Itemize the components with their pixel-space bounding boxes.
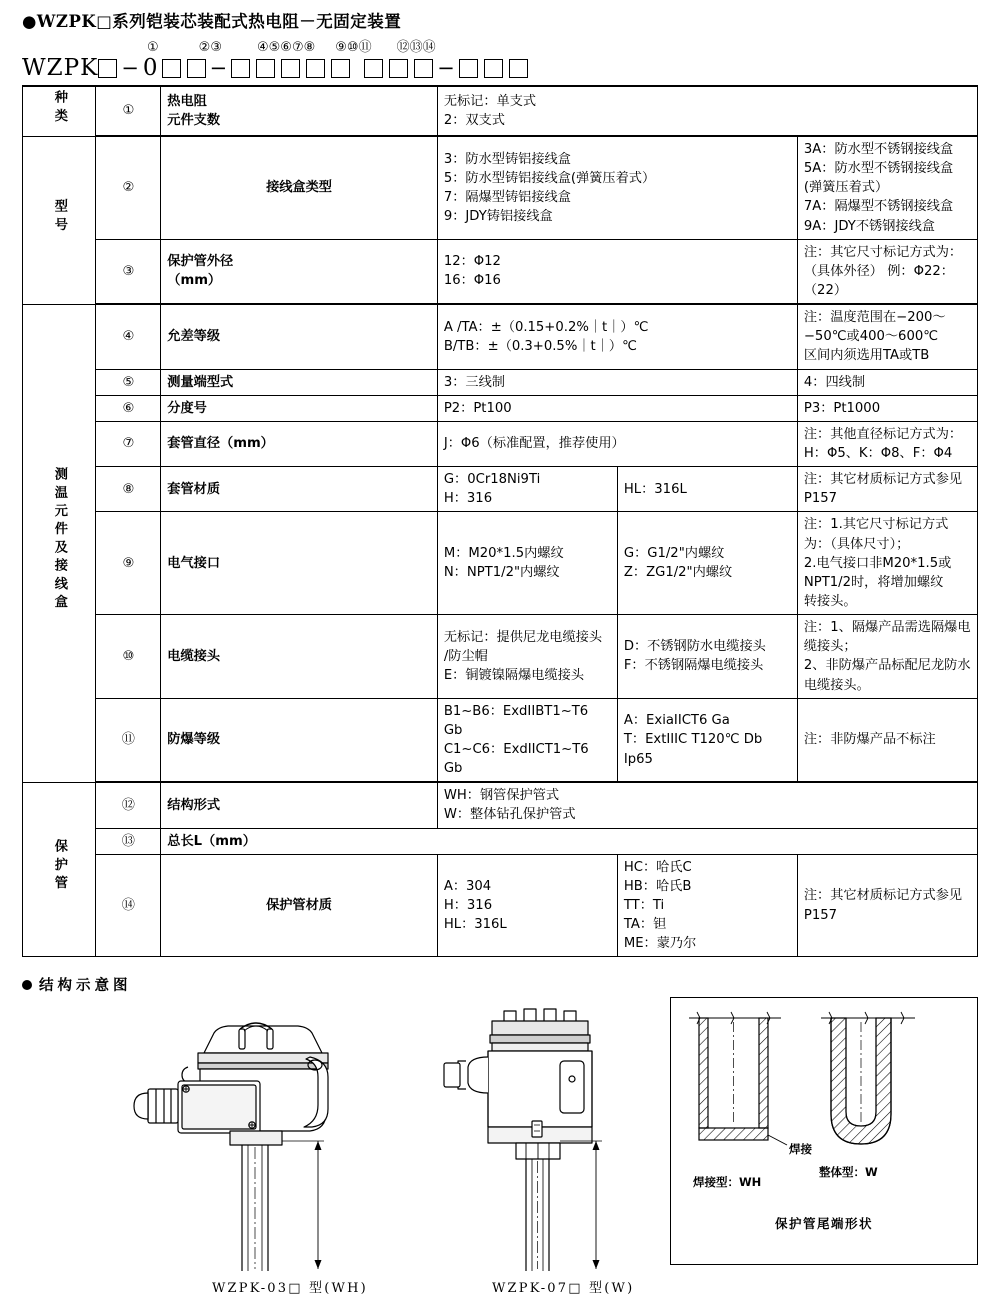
value-line: HC：哈氏C bbox=[623, 859, 692, 875]
note-line: H：Φ5、K：Φ8、F：Φ4 bbox=[803, 446, 953, 462]
row-label-line: 套管材质 bbox=[167, 481, 221, 497]
code-index-7: ⑦ bbox=[291, 40, 304, 55]
table-row bbox=[23, 698, 978, 782]
row-value-secondary bbox=[617, 512, 797, 615]
value-line: /防尘帽 bbox=[443, 648, 488, 664]
row-index-cell: ⑥ bbox=[96, 395, 161, 421]
note-line: 注：温度范围在−200～−50℃或400～600℃ bbox=[803, 310, 946, 345]
note-line: 注：其它尺寸标记方式为：（具体外径） 例：Φ22：（22） bbox=[803, 244, 963, 299]
group-label-cell bbox=[23, 304, 96, 782]
group-label-text: 测温元件及接线盒 bbox=[51, 467, 67, 613]
model-code-indices bbox=[22, 32, 978, 54]
value-line: C1~C6：ExdIICT1~T6 Gb bbox=[443, 741, 589, 777]
row-label-cell: 总长L（mm） bbox=[161, 828, 978, 854]
table-row bbox=[23, 828, 978, 854]
row-value-primary bbox=[437, 239, 797, 304]
code-box-13 bbox=[484, 59, 503, 78]
specification-table-body bbox=[23, 86, 978, 957]
row-label-line: 元件支数 bbox=[167, 113, 221, 129]
row-note bbox=[797, 854, 977, 957]
page-title-text: ●WZPK□系列铠装芯装配式热电阻－无固定装置 bbox=[22, 12, 402, 31]
row-index-cell: ⑧ bbox=[96, 467, 161, 512]
value-line: P2：Pt100 bbox=[443, 400, 512, 416]
value-line: A：ExiaIICT6 Ga bbox=[623, 713, 730, 729]
structure-diagrams bbox=[22, 1001, 978, 1301]
bullet-icon bbox=[22, 980, 32, 990]
row-value-primary bbox=[437, 395, 797, 421]
code-index-4: ④ bbox=[256, 40, 269, 55]
row-index-cell: ⑦ bbox=[96, 421, 161, 466]
table-row bbox=[23, 421, 978, 466]
model-code-diagram bbox=[22, 32, 978, 84]
row-label-cell bbox=[161, 854, 438, 957]
row-label-line: 电缆接头 bbox=[167, 648, 221, 664]
row-value-secondary bbox=[617, 615, 797, 699]
value-line: N：NPT1/2"内螺纹 bbox=[443, 565, 560, 581]
value-line: 无标记：单支式 bbox=[443, 93, 537, 109]
row-label-cell bbox=[161, 615, 438, 699]
value-line: WH：钢管保护管式 bbox=[443, 788, 560, 804]
value-line: 9：JDY铸铝接线盒 bbox=[443, 209, 553, 225]
weld-callout-label: 焊接 bbox=[789, 1142, 812, 1157]
row-label-line: 热电阻 bbox=[167, 93, 207, 109]
value-line: ME：蒙乃尔 bbox=[623, 936, 697, 952]
row-value-secondary bbox=[617, 698, 797, 782]
row-label-line: 接线盒类型 bbox=[266, 180, 332, 196]
code-box-6 bbox=[281, 59, 300, 78]
code-index-13: ⑬ bbox=[409, 40, 423, 55]
row-note bbox=[797, 369, 977, 395]
code-index-11: ⑪ bbox=[358, 40, 372, 55]
value-line: A：304 bbox=[443, 878, 492, 894]
diagram-heading-text: 结构示意图 bbox=[39, 977, 132, 995]
row-value-primary bbox=[437, 421, 797, 466]
value-line: Z：ZG1/2"内螺纹 bbox=[623, 565, 733, 581]
group-label-cell bbox=[23, 782, 96, 957]
row-value-primary bbox=[437, 86, 977, 136]
model-code-prefix: WZPK bbox=[22, 55, 99, 81]
row-label-cell bbox=[161, 512, 438, 615]
group-label-cell bbox=[23, 86, 96, 136]
row-label-line: 电气接口 bbox=[167, 555, 221, 571]
code-dash-2: − bbox=[209, 56, 228, 80]
note-line: 2、非防爆产品标配尼龙防水电缆接头。 bbox=[803, 658, 971, 693]
note-line: 9A：JDY不锈钢接线盒 bbox=[803, 218, 935, 234]
model-code-zero: 0 bbox=[142, 55, 159, 81]
tube-end-detail-caption: 保护管尾端形状 bbox=[774, 1216, 873, 1232]
model-code-boxes bbox=[22, 54, 978, 82]
row-note bbox=[797, 615, 977, 699]
note-line: 5A：防水型不锈钢接线盒(弹簧压着式） bbox=[803, 161, 954, 196]
note-line: 区间内须选用TA或TB bbox=[803, 348, 930, 364]
value-line: B1~B6：ExdIIBT1~T6 Gb bbox=[443, 703, 589, 738]
value-line: 3：三线制 bbox=[443, 374, 505, 390]
code-box-2 bbox=[162, 59, 181, 78]
table-row bbox=[23, 369, 978, 395]
group-label-text: 种类 bbox=[51, 90, 67, 127]
table-row bbox=[23, 782, 978, 828]
row-index-cell: ⑨ bbox=[96, 512, 161, 615]
value-line: D：不锈钢防水电缆接头 bbox=[623, 639, 766, 655]
row-index-cell: ③ bbox=[96, 239, 161, 304]
code-index-6: ⑥ bbox=[280, 40, 292, 55]
page-title bbox=[22, 0, 978, 30]
row-value-primary bbox=[437, 615, 617, 699]
row-note bbox=[797, 239, 977, 304]
row-note bbox=[797, 421, 977, 466]
row-note bbox=[797, 467, 977, 512]
row-value-primary bbox=[437, 512, 617, 615]
note-line: 注：非防爆产品不标注 bbox=[803, 732, 936, 748]
value-line: J：Φ6（标准配置，推荐使用） bbox=[443, 436, 625, 452]
value-line: H：316 bbox=[443, 491, 493, 507]
row-index-cell: ⑤ bbox=[96, 369, 161, 395]
value-line: F：不锈钢隔爆电缆接头 bbox=[623, 658, 764, 674]
value-line: E：铜镀镍隔爆电缆接头 bbox=[443, 667, 585, 683]
row-label-cell bbox=[161, 421, 438, 466]
note-line: P3：Pt1000 bbox=[803, 400, 881, 416]
value-line: W：整体钻孔保护管式 bbox=[443, 807, 576, 823]
code-index-12: ⑫ bbox=[396, 40, 410, 55]
code-box-12 bbox=[459, 59, 478, 78]
code-dash-1: − bbox=[121, 56, 139, 80]
row-label-line: 结构形式 bbox=[167, 797, 221, 813]
tube-end-detail-panel bbox=[670, 997, 978, 1265]
value-line: 2：双支式 bbox=[443, 113, 505, 129]
row-note bbox=[797, 304, 977, 369]
code-index-3: ③ bbox=[210, 40, 222, 55]
code-box-7 bbox=[306, 59, 325, 78]
row-value-secondary bbox=[617, 467, 797, 512]
code-box-5 bbox=[256, 59, 275, 78]
row-value-primary bbox=[437, 782, 977, 828]
row-label-cell bbox=[161, 782, 438, 828]
value-line: H：316 bbox=[443, 897, 493, 913]
row-label-line: 保护管外径 bbox=[167, 254, 234, 270]
value-line: HL：316L bbox=[443, 917, 507, 933]
row-value-primary bbox=[437, 467, 617, 512]
code-box-1 bbox=[98, 59, 117, 78]
value-line: 无标记：提供尼龙电缆接头 bbox=[443, 629, 603, 645]
note-line: 注：其它材质标记方式参见P157 bbox=[803, 888, 963, 923]
value-line: G：G1/2"内螺纹 bbox=[623, 546, 725, 562]
row-label-cell bbox=[161, 86, 438, 136]
code-index-10: ⑩ bbox=[346, 40, 359, 55]
row-index-cell: ⑩ bbox=[96, 615, 161, 699]
note-line: 7A：隔爆型不锈钢接线盒 bbox=[803, 199, 954, 215]
row-label-line: 套管直径（mm） bbox=[167, 436, 274, 452]
table-row bbox=[23, 395, 978, 421]
welded-type-label: 焊接型：WH bbox=[693, 1175, 762, 1190]
table-row bbox=[23, 304, 978, 369]
row-index-cell: ⑬ bbox=[96, 828, 161, 854]
row-index-cell: ① bbox=[96, 86, 161, 136]
row-index-cell: ⑫ bbox=[96, 782, 161, 828]
row-value-secondary bbox=[617, 854, 797, 957]
specification-table bbox=[22, 85, 978, 957]
value-line: 16：Φ16 bbox=[443, 273, 501, 289]
row-label-line: 保护管材质 bbox=[266, 897, 332, 913]
group-label-cell bbox=[23, 136, 96, 304]
row-index-cell: ④ bbox=[96, 304, 161, 369]
row-label-cell bbox=[161, 304, 438, 369]
row-value-primary bbox=[437, 304, 797, 369]
value-line: TT：Ti bbox=[623, 897, 665, 913]
note-line: 注：1.其它尺寸标记方式为：（具体尺寸）； bbox=[803, 517, 949, 552]
code-index-8: ⑧ bbox=[303, 40, 316, 55]
code-box-11 bbox=[414, 59, 433, 78]
row-index-cell: ⑪ bbox=[96, 698, 161, 782]
table-row bbox=[23, 86, 978, 136]
figure-wzpk03-svg bbox=[132, 1005, 432, 1273]
code-dash-3: − bbox=[437, 56, 455, 80]
note-line: 3A：防水型不锈钢接线盒 bbox=[803, 142, 954, 158]
note-line: 4：四线制 bbox=[803, 374, 866, 390]
row-value-primary bbox=[437, 698, 617, 782]
row-note bbox=[797, 512, 977, 615]
row-index-cell: ② bbox=[96, 136, 161, 239]
note-line: 注：其他直径标记方式为： bbox=[803, 426, 963, 442]
group-label-text: 型号 bbox=[51, 198, 67, 236]
value-line: M：M20*1.5内螺纹 bbox=[443, 546, 564, 562]
value-line: HB：哈氏B bbox=[623, 878, 692, 894]
row-note bbox=[797, 698, 977, 782]
row-index-cell: ⑭ bbox=[96, 854, 161, 957]
note-line: 注：其它材质标记方式参见P157 bbox=[803, 472, 963, 507]
code-index-1: ① bbox=[147, 40, 159, 55]
value-line: TA：钽 bbox=[623, 917, 667, 933]
figure-wzpk07 bbox=[430, 1001, 680, 1277]
value-line: 7：隔爆型铸铝接线盒 bbox=[443, 189, 571, 205]
table-row bbox=[23, 136, 978, 239]
figure-wzpk03 bbox=[132, 1005, 432, 1277]
figure-wzpk07-svg bbox=[430, 1001, 680, 1273]
value-line: T：ExtIIIC T120℃ Db Ip65 bbox=[623, 732, 763, 767]
row-label-cell bbox=[161, 395, 438, 421]
row-label-cell bbox=[161, 239, 438, 304]
code-box-10 bbox=[389, 59, 408, 78]
table-row bbox=[23, 239, 978, 304]
value-line: A /TA：±（0.15+0.2%｜t｜）℃ bbox=[443, 319, 649, 335]
code-box-8 bbox=[331, 59, 350, 78]
row-value-primary bbox=[437, 136, 797, 239]
row-label-line: 分度号 bbox=[167, 400, 207, 416]
integral-type-label: 整体型：W bbox=[819, 1165, 878, 1180]
code-index-14: ⑭ bbox=[422, 40, 436, 55]
diagram-section-heading bbox=[22, 974, 978, 995]
row-value-primary bbox=[437, 369, 797, 395]
row-value-primary bbox=[437, 854, 617, 957]
row-label-cell bbox=[161, 467, 438, 512]
note-line: 注：1、隔爆产品需选隔爆电缆接头； bbox=[803, 620, 971, 655]
code-box-9 bbox=[364, 59, 383, 78]
row-label-cell bbox=[161, 136, 438, 239]
row-label-line: （mm） bbox=[167, 273, 222, 289]
table-row bbox=[23, 854, 978, 957]
table-row bbox=[23, 615, 978, 699]
figure-wzpk07-caption: WZPK-07□ 型(W) bbox=[492, 1281, 635, 1297]
row-label-cell bbox=[161, 698, 438, 782]
code-box-14 bbox=[509, 59, 528, 78]
code-index-9: ⑨ bbox=[335, 40, 347, 55]
value-line: 5：防水型铸铝接线盒(弹簧压着式） bbox=[443, 170, 656, 186]
row-label-line: 允差等级 bbox=[167, 329, 221, 345]
table-row bbox=[23, 467, 978, 512]
value-line: 12：Φ12 bbox=[443, 254, 501, 270]
value-line: HL：316L bbox=[623, 481, 687, 497]
note-line: 转接头。 bbox=[803, 594, 857, 609]
group-label-text: 保护管 bbox=[51, 839, 67, 894]
tube-end-detail-svg bbox=[671, 1004, 977, 1174]
row-note bbox=[797, 136, 977, 239]
figure-wzpk03-caption: WZPK-03□ 型(WH) bbox=[212, 1281, 368, 1297]
row-label-line: 测量端型式 bbox=[167, 374, 234, 390]
row-label-cell bbox=[161, 369, 438, 395]
row-note bbox=[797, 395, 977, 421]
code-box-3 bbox=[187, 59, 206, 78]
row-label-line: 防爆等级 bbox=[167, 732, 221, 748]
code-box-4 bbox=[231, 59, 250, 78]
code-index-2: ② bbox=[198, 40, 211, 55]
table-row bbox=[23, 512, 978, 615]
value-line: G：0Cr18Ni9Ti bbox=[443, 472, 541, 488]
value-line: B/TB：±（0.3+0.5%｜t｜）℃ bbox=[443, 338, 637, 354]
value-line: 3：防水型铸铝接线盒 bbox=[443, 151, 571, 167]
note-line: 2.电气接口非M20*1.5或NPT1/2时，将增加螺纹 bbox=[803, 555, 952, 590]
code-index-5: ⑤ bbox=[268, 40, 281, 55]
